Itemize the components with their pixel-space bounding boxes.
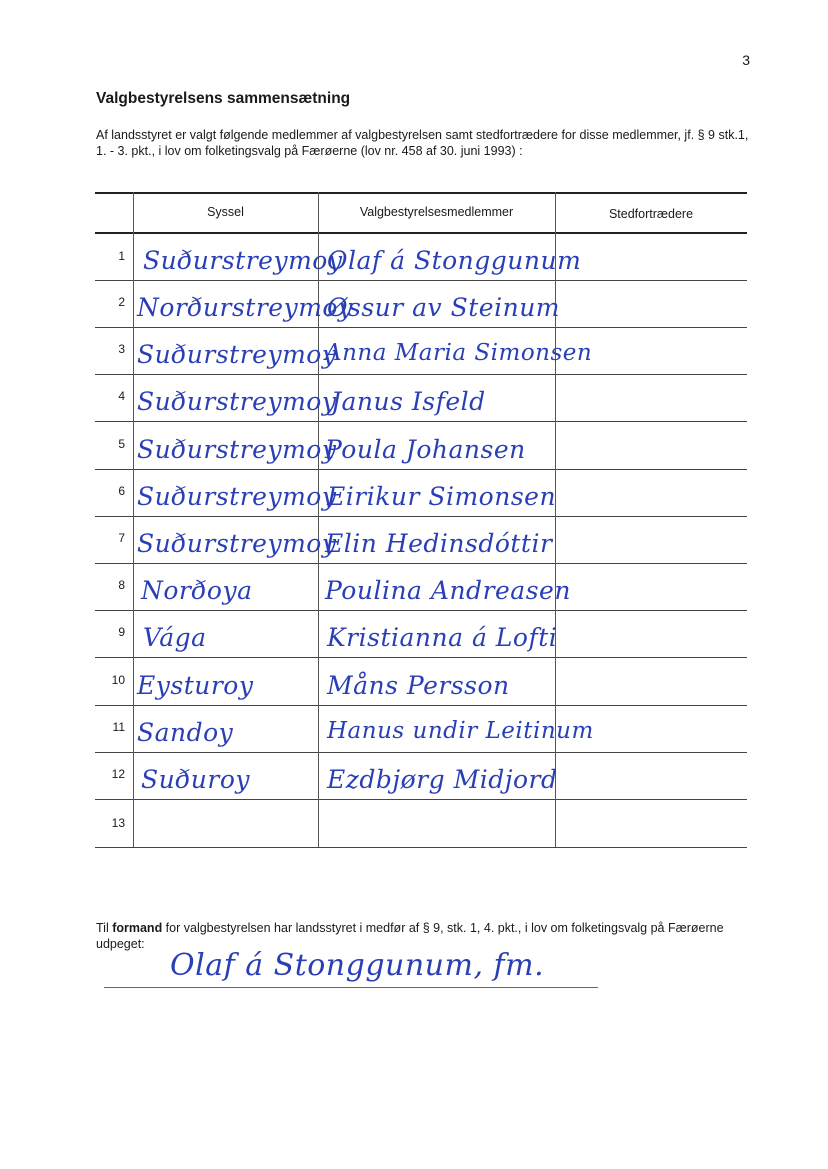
row-rule xyxy=(95,327,747,328)
syssel-cell: Suðurstreymoy xyxy=(137,387,337,416)
syssel-cell: Norðurstreymoy xyxy=(137,293,353,322)
row-rule xyxy=(95,374,747,375)
row-rule xyxy=(95,657,747,658)
chairman-suffix: for valgbestyrelsen har landsstyret i medfør af § 9, stk. 1, 4. pkt., i lov om folketingsvalg på Færøerne udpeget: xyxy=(96,921,724,951)
row-number: 13 xyxy=(111,816,125,830)
intro-paragraph: Af landsstyret er valgt følgende medlemmer af valgbestyrelsen samt stedfortrædere for disse medlemmer, jf. § 9 stk.1, 1. - 3. pkt., i lov om folketingsvalg på Færøerne (lov nr. 458 af 30. juni 1993) : xyxy=(96,128,749,158)
row-rule xyxy=(95,469,747,470)
member-cell: Elin Hedinsdóttir xyxy=(325,529,553,558)
table-top-rule xyxy=(95,192,747,194)
row-rule xyxy=(95,752,747,753)
row-number: 8 xyxy=(118,578,125,592)
row-number: 4 xyxy=(118,389,125,403)
row-rule xyxy=(95,799,747,800)
header-bottom-rule xyxy=(95,232,747,234)
row-number: 7 xyxy=(118,531,125,545)
row-number: 2 xyxy=(118,295,125,309)
signature-line xyxy=(104,987,598,988)
syssel-cell: Suðurstreymoy xyxy=(137,340,337,369)
chairman-keyword: formand xyxy=(112,921,163,935)
member-cell: Hanus undir Leitinum xyxy=(327,718,594,744)
syssel-cell: Suðurstreymoy xyxy=(137,529,337,558)
row-number: 11 xyxy=(112,720,125,734)
row-rule xyxy=(95,421,747,422)
syssel-cell: Eysturoy xyxy=(137,671,254,700)
row-rule xyxy=(95,563,747,564)
row-number: 5 xyxy=(118,437,125,451)
member-cell: Poula Johansen xyxy=(325,435,526,464)
page-title: Valgbestyrelsens sammensætning xyxy=(96,90,351,107)
row-number: 1 xyxy=(118,249,125,263)
member-cell: Kristianna á Lofti xyxy=(327,623,558,652)
page-number: 3 xyxy=(742,52,750,68)
row-number: 6 xyxy=(118,484,125,498)
header-deputies: Stedfortrædere xyxy=(608,207,694,221)
table-bottom-rule xyxy=(95,847,747,848)
member-cell: Anna Maria Simonsen xyxy=(325,340,593,366)
row-rule xyxy=(95,610,747,611)
row-number: 12 xyxy=(111,767,125,781)
chairman-signature: Olaf á Stonggunum, fm. xyxy=(170,948,545,983)
member-cell: Måns Persson xyxy=(327,671,510,700)
member-cell: Poulina Andreasen xyxy=(325,576,571,605)
chairman-prefix: Til xyxy=(96,921,113,935)
row-rule xyxy=(95,516,747,517)
syssel-cell: Suðuroy xyxy=(141,765,251,794)
member-cell: Øssur av Steinum xyxy=(327,293,560,322)
syssel-cell: Suðurstreymoy xyxy=(143,246,343,275)
member-cell: Ezdbjørg Midjord xyxy=(327,765,558,794)
member-cell: Janus Isfeld xyxy=(331,387,486,416)
syssel-cell: Suðurstreymoy xyxy=(137,435,337,464)
syssel-cell: Vága xyxy=(143,623,207,652)
row-rule xyxy=(95,280,747,281)
syssel-cell: Sandoy xyxy=(137,718,234,747)
header-members: Valgbestyrelsesmedlemmer xyxy=(359,205,514,219)
row-rule xyxy=(95,705,747,706)
column-divider xyxy=(133,192,134,847)
header-syssel: Syssel xyxy=(207,205,244,219)
row-number: 9 xyxy=(118,625,125,639)
column-divider xyxy=(318,192,319,847)
syssel-cell: Norðoya xyxy=(141,576,253,605)
syssel-cell: Suðurstreymoy xyxy=(137,482,337,511)
member-cell: Eirikur Simonsen xyxy=(327,482,557,511)
column-divider xyxy=(555,192,556,847)
row-number: 10 xyxy=(111,673,125,687)
member-cell: Olaf á Stonggunum xyxy=(327,246,582,275)
row-number: 3 xyxy=(118,342,125,356)
members-table xyxy=(95,192,747,848)
